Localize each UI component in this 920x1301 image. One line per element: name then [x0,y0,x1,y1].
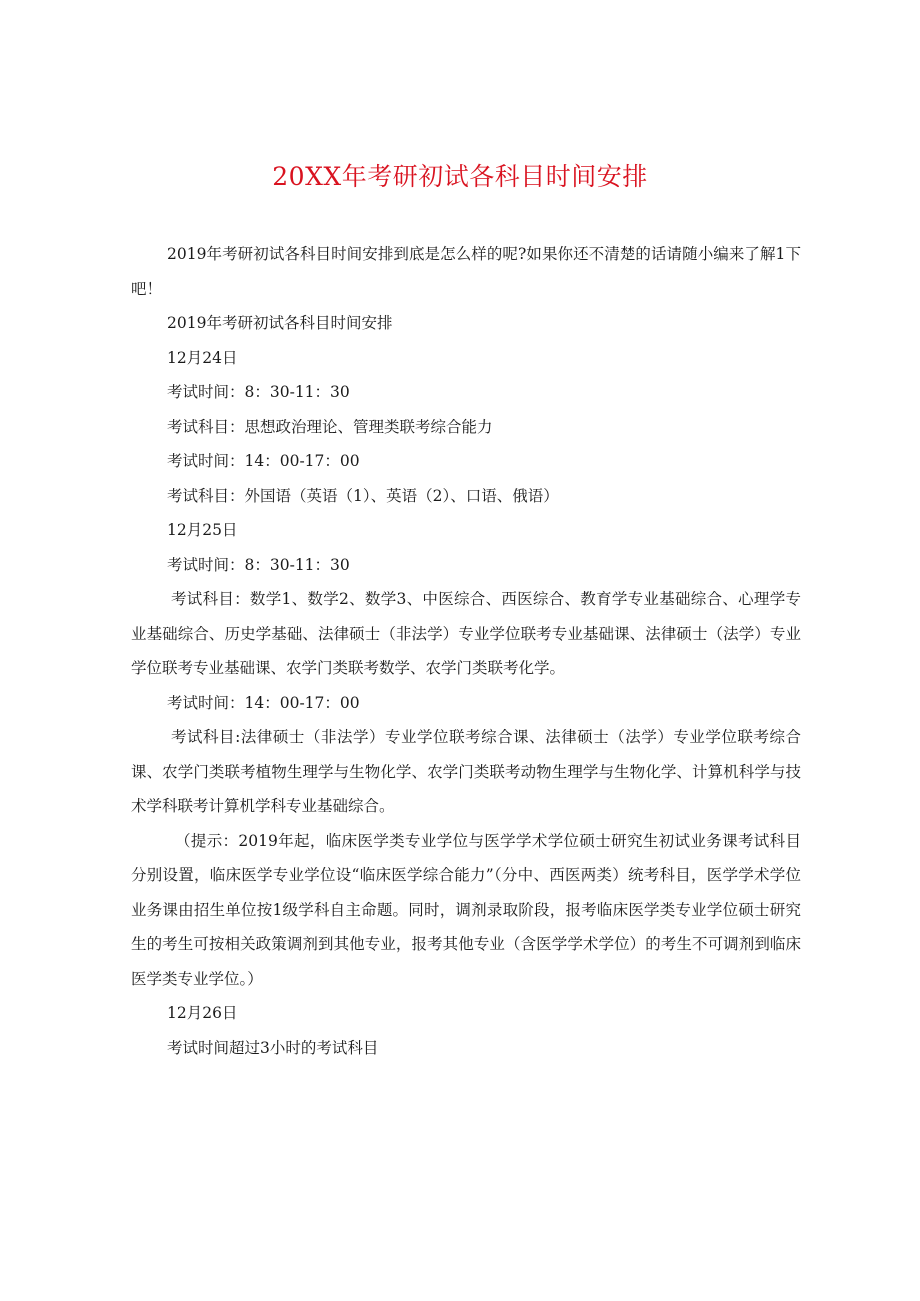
schedule-heading: 2019年考研初试各科目时间安排 [167,314,393,332]
exam-time-line: 考试时间：8：30-11：30 [167,555,350,574]
exam-subject-paragraph: 考试科目:法律硕士（非法学）专业学位联考综合课、法律硕士（法学）专业学位联考综合课、农学门类联考植物生理学与生物化学、农学门类联考动物生理学与生物化学、计算机科学与技术学科联考计算机学科专业基础综合。 [131,728,801,815]
exam-subject-paragraph: 考试科目：数学1、数学2、数学3、中医综合、西医综合、教育学专业基础综合、心理学专业基础综合、历史学基础、法律硕士（非法学）专业学位联考专业基础课、法律硕士（法学）专业学位联考专业基础课、农学门类联考数学、农学门类联考化学。 [131,590,801,677]
exam-time-line: 考试时间：14：00-17：00 [167,452,360,470]
exam-subject-line: 考试科目：外国语（英语（1）、英语（2）、口语、俄语） [167,486,559,505]
date-dec-24: 12月24日 [167,348,238,367]
date-dec-25: 12月25日 [167,521,238,539]
exam-note-line: 考试时间超过3小时的考试科目 [167,1038,379,1057]
intro-paragraph: 2019年考研初试各科目时间安排到底是怎么样的呢?如果你还不清楚的话请随小编来了解1下吧！ [131,245,801,298]
exam-subject-line: 考试科目：思想政治理论、管理类联考综合能力 [167,417,493,436]
document-body [131,237,801,1065]
exam-time-line: 考试时间：8：30-11：30 [167,383,350,401]
note-paragraph: （提示：2019年起，临床医学类专业学位与医学学术学位硕士研究生初试业务课考试科目分别设置，临床医学专业学位设“临床医学综合能力”（分中、西医两类）统考科目，医学学术学位业务课由招生单位按1级学科自主命题。同时，调剂录取阶段，报考临床医学类专业学位硕士研究生的考生可按相关政策调剂到其他专业，报考其他专业（含医学学术学位）的考生不可调剂到临床医学类专业学位。） [131,831,801,988]
date-dec-26: 12月26日 [167,1004,238,1022]
exam-time-line: 考试时间：14：00-17：00 [167,693,360,712]
document-title: 20XX年考研初试各科目时间安排 [272,162,648,191]
